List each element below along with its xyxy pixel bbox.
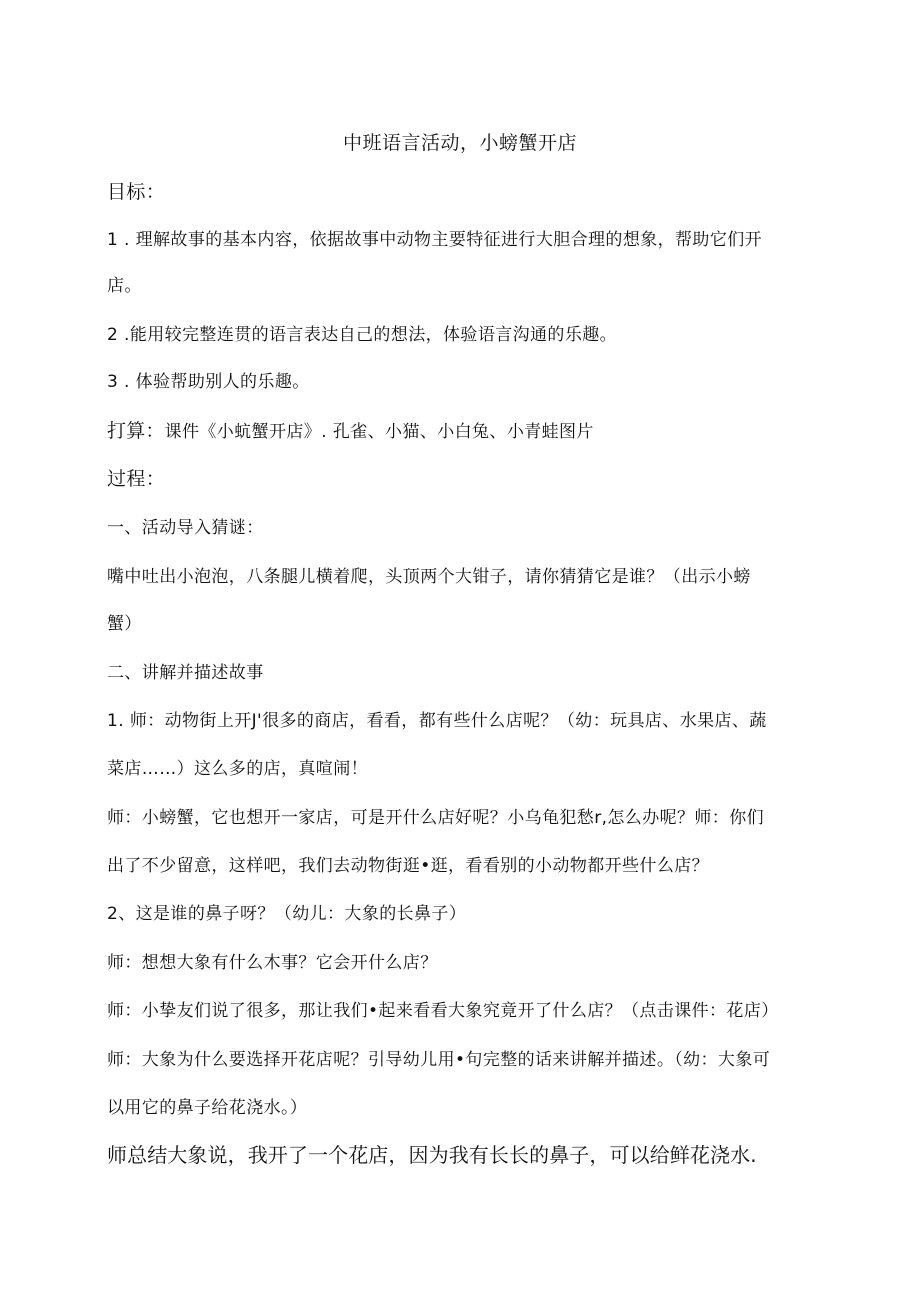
paragraph-1-line-1: 1. 师：动物街上开J'很多的商店，看看，都有些什么店呢？（幼：玩具店、水果店、蔬	[107, 711, 767, 731]
preparation-label: 打算：	[107, 420, 165, 442]
step-1-heading: 一、活动导入猜谜：	[107, 518, 264, 538]
step-2-heading: 二、讲解并描述故事	[107, 663, 264, 683]
paragraph-6-line-1: 师：大象为什么要选择开花店呢？引导幼儿用•句完整的话来讲解并描述。（幼：大象可	[107, 1050, 771, 1070]
goal-1-line-2: 店。	[107, 276, 142, 296]
paragraph-2-line-2: 出了不少留意，这样吧，我们去动物街逛•逛，看看别的小动物都开些什么店？	[107, 856, 710, 876]
paragraph-2-line-1: 师：小螃蟹，它也想开一家店，可是开什么店好呢？小乌龟犯愁r,怎么办呢？师：你们	[107, 808, 764, 828]
process-heading: 过程：	[107, 468, 166, 490]
paragraph-3: 2、这是谁的鼻子呀？（幼儿：大象的长鼻子）	[107, 904, 467, 924]
goal-1-line-1: 1 . 理解故事的基本内容，依据故事中动物主要特征进行大胆合理的想象，帮助它们开	[107, 230, 763, 250]
riddle-line-1: 嘴中吐出小泡泡，八条腿儿横着爬，头顶两个大钳子，请你猜猜它是谁？（出示小螃	[107, 567, 751, 587]
paragraph-1-line-2: 菜店……）这么多的店，真喧闹！	[107, 759, 368, 779]
preparation-text: 课件《小蚢蟹开店》. 孔雀、小猫、小白兔、小青蛙图片	[164, 422, 594, 442]
paragraph-6-line-2: 以用它的鼻子给花浇水。）	[107, 1098, 308, 1118]
preparation-line	[107, 419, 594, 444]
paragraph-4: 师：想想大象有什么木事？它会开什么店？	[107, 953, 438, 973]
riddle-line-2: 蟹）	[107, 614, 142, 634]
goal-3: 3 . 体验帮助别人的乐趣。	[107, 372, 310, 392]
goal-2: 2 .能用较完整连贯的语言表达自己的想法，体验语言沟通的乐趣。	[107, 325, 618, 345]
page-title: 中班语言活动，小螃蟹开店	[342, 132, 577, 154]
paragraph-5: 师：小挚友们说了很多，那让我们•起来看看大象究竟开了什么店？（点击课件：花店）	[107, 1001, 779, 1021]
goals-heading: 目标：	[107, 181, 166, 203]
summary: 师总结大象说，我开了一个花店，因为我有长长的鼻子，可以给鲜花浇水.	[107, 1143, 757, 1167]
